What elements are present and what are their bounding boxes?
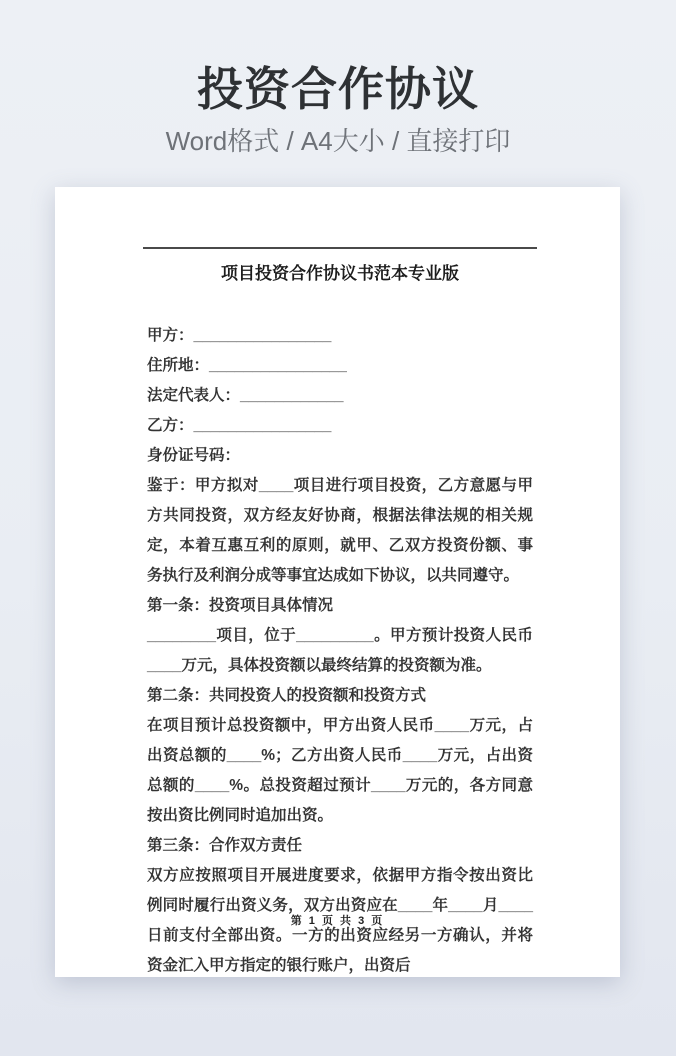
heading-article-3: 第三条：合作双方责任	[147, 837, 303, 854]
field-address: 住所地：________________	[147, 357, 347, 374]
field-party-a: 甲方：________________	[147, 327, 332, 344]
para-article-1: ________项目，位于_________。甲方预计投资人民币____万元，具体投资额以最终结算的投资额为准。	[147, 627, 533, 674]
field-legal-representative: 法定代表人：____________	[147, 387, 344, 404]
field-party-b: 乙方：________________	[147, 417, 332, 434]
para-article-3: 双方应按照项目开展进度要求，依据甲方指令按出资比例同时履行出资义务，双方出资应在____年____月____日前支付全部出资。一方的出资应经另一方确认，并将资金汇入甲方指定的银行账户，出资后	[147, 867, 533, 974]
field-id-number: 身份证号码：	[147, 447, 241, 464]
hero-header	[0, 0, 676, 155]
para-article-2: 在项目预计总投资额中，甲方出资人民币____万元，占出资总额的____%；乙方出资人民币____万元，占出资总额的____%。总投资超过预计____万元的，各方同意按出资比例同时追加出资。	[147, 717, 533, 824]
document-page-preview	[55, 187, 620, 977]
para-preamble: 鉴于：甲方拟对____项目进行项目投资，乙方意愿与甲方共同投资，双方经友好协商，根据法律法规的相关规定，本着互惠互利的原则，就甲、乙双方投资份额、事务执行及利润分成等事宜达成如下协议，以共同遵守。	[147, 477, 533, 584]
document-title: 项目投资合作协议书范本专业版	[221, 264, 459, 283]
heading-article-1: 第一条：投资项目具体情况	[147, 597, 334, 614]
page-number-footer: 第 1 页 共 3 页	[290, 915, 385, 927]
document-body	[147, 321, 533, 981]
hero-subtitle: Word格式 / A4大小 / 直接打印	[165, 126, 511, 156]
document-top-rule	[143, 247, 537, 249]
heading-article-2: 第二条：共同投资人的投资额和投资方式	[147, 687, 427, 704]
hero-title: 投资合作协议	[197, 63, 479, 115]
